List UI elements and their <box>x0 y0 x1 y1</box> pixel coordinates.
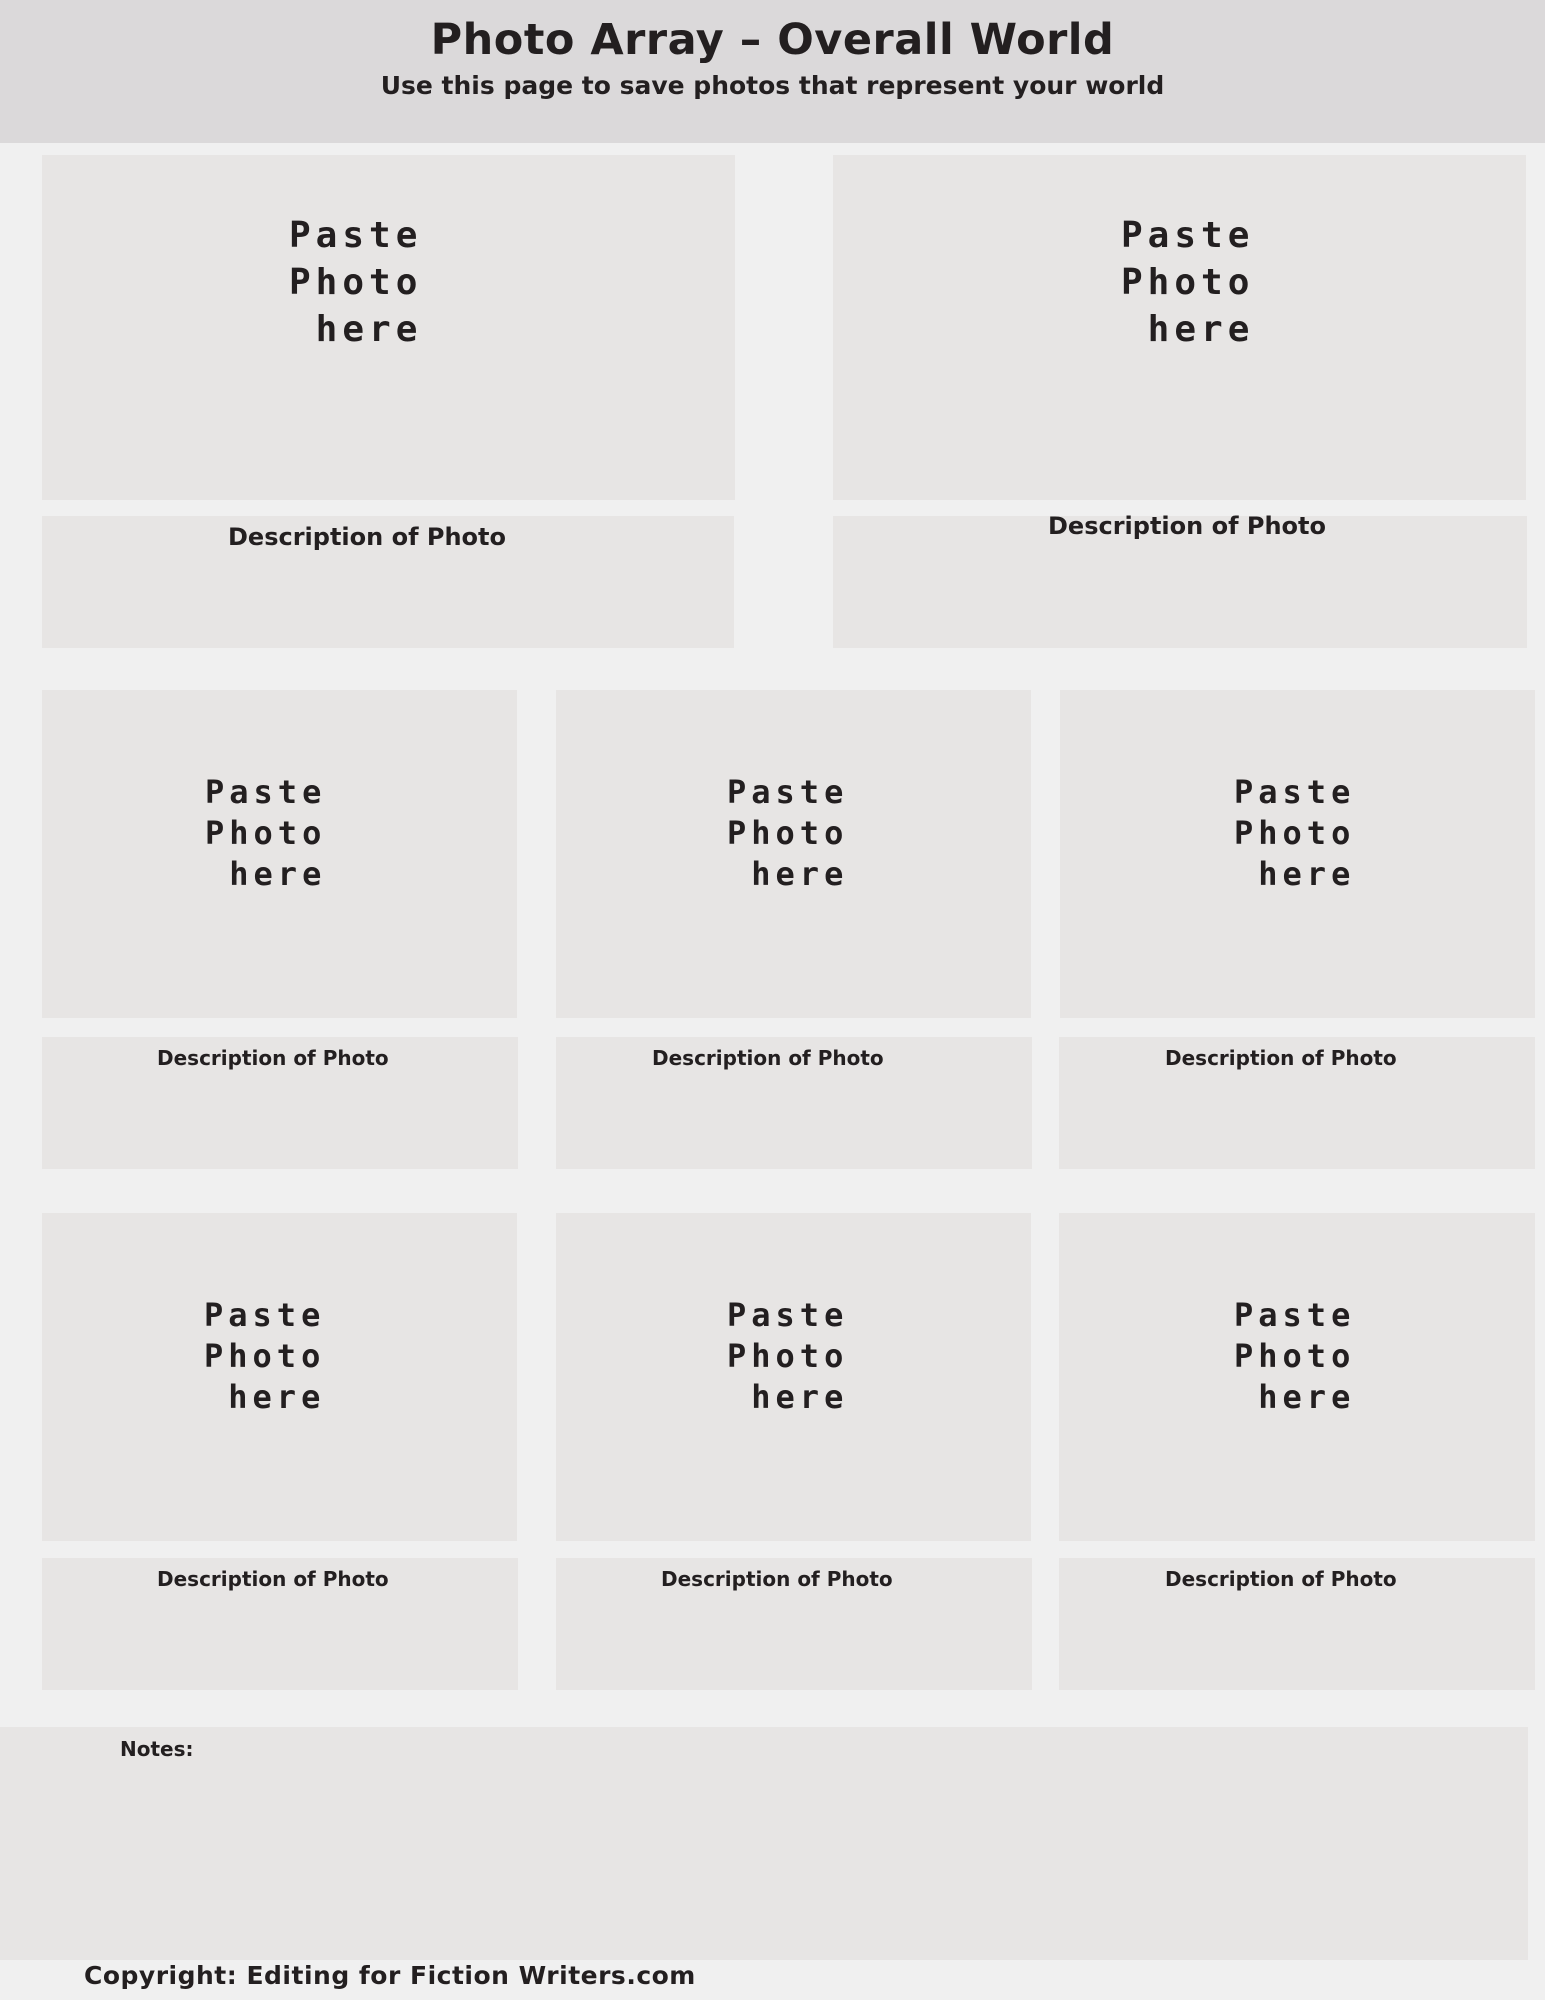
description-label: Description of Photo <box>661 1567 893 1591</box>
notes-label: Notes: <box>120 1737 194 1761</box>
photo-placeholder-text: Paste Photo here <box>1234 1296 1356 1416</box>
photo-box-6[interactable] <box>42 1213 517 1541</box>
description-box-3[interactable] <box>42 1037 518 1169</box>
description-box-5[interactable] <box>1059 1037 1535 1169</box>
description-box-7[interactable] <box>556 1558 1032 1690</box>
photo-box-4[interactable] <box>556 690 1031 1018</box>
description-label: Description of Photo <box>228 523 506 551</box>
description-label: Description of Photo <box>1165 1046 1397 1070</box>
copyright-text: Copyright: Editing for Fiction Writers.com <box>84 1961 696 1990</box>
description-label: Description of Photo <box>652 1046 884 1070</box>
photo-placeholder-text: Paste Photo here <box>727 1296 849 1416</box>
description-box-2[interactable] <box>833 512 1527 648</box>
notes-box[interactable] <box>0 1727 1528 1960</box>
photo-placeholder-text: Paste Photo here <box>204 1296 326 1416</box>
page-title: Photo Array – Overall World <box>430 15 1115 65</box>
photo-placeholder-text: Paste Photo here <box>1121 215 1255 350</box>
description-box-6[interactable] <box>42 1558 518 1690</box>
photo-box-8[interactable] <box>1059 1213 1535 1541</box>
description-label: Description of Photo <box>157 1046 389 1070</box>
description-box-4[interactable] <box>556 1037 1032 1169</box>
description-label: Description of Photo <box>1048 512 1326 540</box>
page-subtitle: Use this page to save photos that represent your world <box>380 71 1165 100</box>
photo-box-2[interactable] <box>833 155 1526 500</box>
photo-placeholder-text: Paste Photo here <box>289 215 423 350</box>
page-header <box>0 0 1545 143</box>
photo-box-3[interactable] <box>42 690 517 1018</box>
description-box-8[interactable] <box>1059 1558 1535 1690</box>
photo-box-1[interactable] <box>42 155 735 500</box>
photo-placeholder-text: Paste Photo here <box>727 773 849 893</box>
description-box-1[interactable] <box>42 516 734 648</box>
description-label: Description of Photo <box>157 1567 389 1591</box>
description-label: Description of Photo <box>1165 1567 1397 1591</box>
photo-box-7[interactable] <box>556 1213 1031 1541</box>
photo-box-5[interactable] <box>1060 690 1535 1018</box>
photo-placeholder-text: Paste Photo here <box>205 773 327 893</box>
photo-placeholder-text: Paste Photo here <box>1234 773 1356 893</box>
